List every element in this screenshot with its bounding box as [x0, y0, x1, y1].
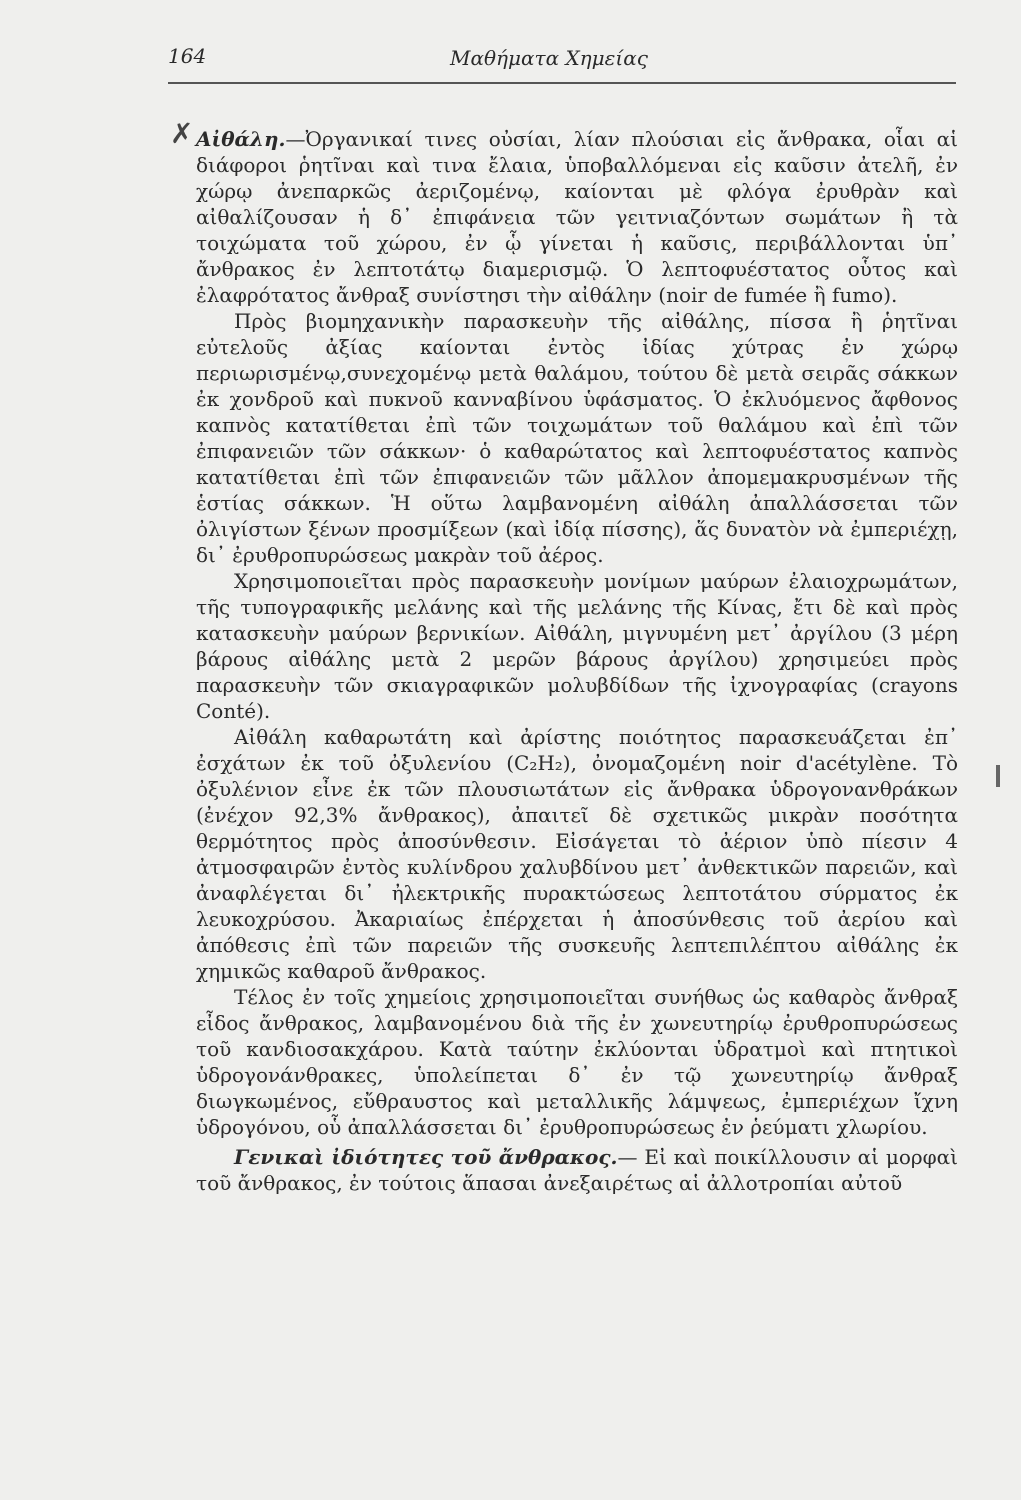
paragraph-acetylene [196, 724, 958, 984]
paragraph-general-properties [196, 1144, 958, 1196]
paragraph-uses [196, 568, 958, 724]
paragraph-text: Χρησιμοποιεῖται πρὸς παρασκευὴν μονίμων μαύρων ἐλαιοχρωμάτων, τῆς τυπογραφικῆς μελάνης καὶ τῆς μελάνης τῆς Κίνας, ἔτι δὲ καὶ πρὸς κατασκευὴν μαύρων βερνικίων. Αἰθάλη, μιγνυμένη μετ᾽ ἀργίλου (3 μέρη βάρους αἰθάλης μετὰ 2 μερῶν βάρους ἀργίλου) χρησιμεύει πρὸς παρασκευὴν τῶν σκιαγραφικῶν μολυβδίδων τῆς ἰχνογραφίας (crayons Conté). [196, 569, 958, 723]
term-aithali: Αἰθάλη. [196, 127, 286, 151]
paragraph-text: Τέλος ἐν τοῖς χημείοις χρησιμοποιεῖται συνήθως ὡς καθαρὸς ἄνθραξ εἶδος ἄνθρακος, λαμβανομένου διὰ τῆς ἐν χωνευτηρίῳ ἐρυθροπυρώσεως τοῦ κανδιοσακχάρου. Κατὰ ταύτην ἐκλύονται ὑδρατμοὶ καὶ πτητικοὶ ὑδρογονάνθρακες, ὑπολείπεται δ᾽ ἐν τῷ χωνευτηρίῳ ἄνθραξ διωγκωμένος, εὔθραυστος καὶ μεταλλικῆς λάμψεως, ἐμπεριέχων ἴχνη ὑδρογόνου, οὗ ἀπαλλάσσεται δι᾽ ἐρυθροπυρώσεως ἐν ῥεύματι χλωρίου. [196, 985, 958, 1139]
handwritten-cross-mark: ✗ [170, 117, 194, 150]
paragraph-text: —Ὀργανικαί τινες οὐσίαι, λίαν πλούσιαι εἰς ἄνθρακα, οἷαι αἱ διάφοροι ῥητῖναι καὶ τινα ἔλαια, ὑποβαλλόμεναι εἰς καῦσιν ἀτελῆ, ἐν χώρῳ ἀνεπαρκῶς ἀεριζομένῳ, καίονται μὲ φλόγα ἐρυθρὰν καὶ αἰθαλίζουσαν ἡ δ᾽ ἐπιφάνεια τῶν γειτνιαζόντων σωμάτων ἢ τὰ τοιχώματα τοῦ χώρου, ἐν ᾧ γίνεται ἡ καῦσις, περιβάλλονται ὑπ᾽ ἄνθρακος ἐν λεπτοτάτῳ διαμερισμῷ. Ὁ λεπτοφυέστατος οὗτος καὶ ἐλαφρότατος ἄνθραξ συνίστησι τὴν αἰθάλην (noir de fumée ἢ fumo). [196, 127, 958, 307]
paragraph-text: Πρὸς βιομηχανικὴν παρασκευὴν τῆς αἰθάλης, πίσσα ἢ ῥητῖναι εὐτελοῦς ἀξίας καίονται ἐντὸς ἰδίας χύτρας ἐν χώρῳ περιωρισμένῳ,συνεχομένῳ μετὰ θαλάμου, τούτου δὲ μετὰ σειρᾶς σάκκων ἐκ χονδροῦ καὶ πυκνοῦ κανναβίνου ὑφάσματος. Ὁ ἐκλυόμενος ἄφθονος καπνὸς κατατίθεται ἐπὶ τῶν τοιχωμάτων τοῦ θαλάμου καὶ ἐπὶ τῶν ἐπιφανειῶν τῶν σάκκων· ὁ καθαρώτατος καὶ λεπτοφυέστατος καπνὸς κατατίθεται ἐπὶ τῶν ἐπιφανειῶν τῶν μᾶλλον ἀπομεμακρυσμένων τῆς ἑστίας σάκκων. Ἡ οὕτω λαμβανομένη αἰθάλη ἀπαλλάσσεται τῶν ὀλιγίστων ξένων προσμίξεων (καὶ ἰδίᾳ πίσσης), ἅς δυνατὸν νὰ ἐμπεριέχῃ, δι᾽ ἐρυθροπυρώσεως μακρὰν τοῦ ἀέρος. [196, 309, 958, 567]
margin-mark [996, 765, 1000, 787]
paragraph-text: — Εἰ καὶ ποικίλλουσιν αἱ μορφαὶ τοῦ ἄνθρακος, ἐν τούτοις ἅπασαι ἀνεξαιρέτως αἱ ἀλλοτροπίαι αὐτοῦ [196, 1145, 958, 1195]
paragraph-industrial [196, 308, 958, 568]
section-heading: Γενικαὶ ἰδιότητες τοῦ ἄνθρακος. [234, 1145, 618, 1169]
running-title: Μαθήματα Χημείας [450, 46, 648, 70]
paragraph-sugar-carbon [196, 984, 958, 1140]
header-rule [168, 82, 956, 84]
page-number: 164 [168, 44, 207, 68]
body-text [196, 126, 958, 1196]
paragraph-soot [196, 126, 958, 308]
paragraph-text: Αἰθάλη καθαρωτάτη καὶ ἀρίστης ποιότητος παρασκευάζεται ἐπ᾽ ἐσχάτων ἐκ τοῦ ὀξυλενίου (C₂H₂), ὀνομαζομένη noir d'acétylène. Τὸ ὀξυλένιον εἶνε ἐκ τῶν πλουσιωτάτων εἰς ἄνθρακα ὑδρογονανθράκων (ἐνέχον 92,3% ἄνθρακος), ἀπαιτεῖ δὲ σχετικῶς μικρὰν ποσότητα θερμότητος πρὸς ἀποσύνθεσιν. Εἰσάγεται τὸ ἀέριον ὑπὸ πίεσιν 4 ἀτμοσφαιρῶν ἐντὸς κυλίνδρου χαλυβδίνου μετ᾽ ἀνθεκτικῶν παρειῶν, καὶ ἀναφλέγεται δι᾽ ἠλεκτρικῆς πυρακτώσεως λεπτοτάτου σύρματος ἐκ λευκοχρύσου. Ἀκαριαίως ἐπέρχεται ἡ ἀποσύνθεσις τοῦ ἀερίου καὶ ἀπόθεσις ἐπὶ τῶν παρειῶν τῆς συσκευῆς λεπτεπιλέπτου αἰθάλης ἐκ χημικῶς καθαροῦ ἄνθρακος. [196, 725, 958, 983]
